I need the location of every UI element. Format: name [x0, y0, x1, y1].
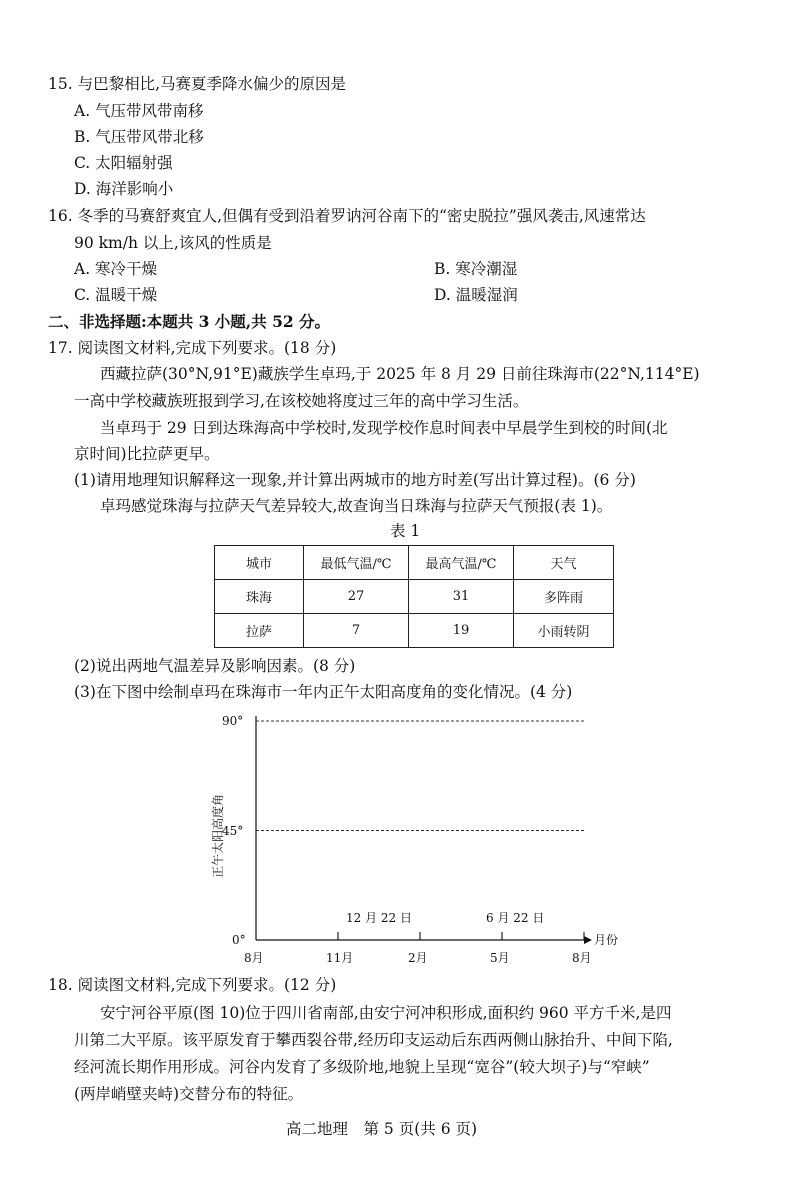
table-header-cell: 城市	[215, 546, 304, 580]
q16-stem-line2: 90 km/h 以上,该风的性质是	[74, 234, 272, 252]
q17-sub3: (3)在下图中绘制卓玛在珠海市一年内正午太阳高度角的变化情况。(4 分)	[74, 683, 573, 701]
q15-option-d[interactable]: D. 海洋影响小	[74, 180, 174, 198]
q15-option-c[interactable]: C. 太阳辐射强	[74, 154, 173, 172]
q17-paragraph1-line2: 一高中学校藏族班报到学习,在该校她将度过三年的高中学习生活。	[74, 392, 529, 410]
table-cell: 19	[409, 614, 514, 648]
table-header-cell: 最低气温/℃	[304, 546, 409, 580]
q18-line1: 安宁河谷平原(图 10)位于四川省南部,由安宁河冲积形成,面积约 960 平方千米,是四	[100, 1004, 672, 1022]
q15-option-a[interactable]: A. 气压带风带南移	[74, 102, 204, 120]
q16-option-c[interactable]: C. 温暖干燥	[74, 286, 158, 304]
table-row	[215, 614, 614, 648]
weather-table	[214, 545, 614, 648]
x-tick-label: 11月	[326, 951, 354, 965]
table-cell: 27	[304, 580, 409, 614]
q17-sub1: (1)请用地理知识解释这一现象,并计算出两城市的地方时差(写出计算过程)。(6 分)	[74, 471, 636, 489]
y-ticks	[222, 714, 246, 947]
x-tick-label: 2月	[408, 951, 428, 965]
q18-title: 18. 阅读图文材料,完成下列要求。(12 分)	[48, 976, 337, 994]
annotation-jun22: 6 月 22 日	[486, 911, 545, 925]
x-axis-arrow	[584, 936, 592, 944]
x-tick-label: 8月	[572, 951, 592, 965]
q17-paragraph2-line2: 京时间)比拉萨更早。	[74, 445, 220, 463]
q15-stem: 15. 与巴黎相比,马赛夏季降水偏少的原因是	[48, 75, 347, 93]
table-cell: 31	[409, 580, 514, 614]
table-header-cell: 最高气温/℃	[409, 546, 514, 580]
q18-line4: (两岸峭壁夹峙)交替分布的特征。	[74, 1085, 304, 1103]
y-tick-label: 90°	[222, 714, 244, 728]
q17-title: 17. 阅读图文材料,完成下列要求。(18 分)	[48, 339, 337, 357]
table-cell: 珠海	[215, 580, 304, 614]
table-title: 表 1	[390, 522, 421, 540]
page-footer: 高二地理 第 5 页(共 6 页)	[286, 1120, 478, 1138]
table-cell: 7	[304, 614, 409, 648]
q17-sub2: (2)说出两地气温差异及影响因素。(8 分)	[74, 657, 356, 675]
y-tick-label: 0°	[232, 933, 246, 947]
chart-axes	[256, 716, 592, 944]
q15-option-b[interactable]: B. 气压带风带北移	[74, 128, 204, 146]
table-cell: 多阵雨	[514, 580, 614, 614]
q16-option-d[interactable]: D. 温暖湿润	[434, 286, 518, 304]
q16-option-a[interactable]: A. 寒冷干燥	[74, 260, 158, 278]
sun-altitude-chart[interactable]	[200, 710, 640, 970]
y-axis-label: 正午太阳高度角	[211, 793, 225, 878]
q18-line2: 川第二大平原。该平原发育于攀西裂谷带,经历印支运动后东西两侧山脉抬升、中间下陷,	[74, 1031, 673, 1049]
x-ticks	[244, 932, 592, 965]
q17-paragraph1-line1: 西藏拉萨(30°N,91°E)藏族学生卓玛,于 2025 年 8 月 29 日前往珠海市(22°N,114°E)	[100, 365, 700, 383]
annotation-dec22: 12 月 22 日	[346, 911, 412, 925]
q18-line3: 经河流长期作用形成。河谷内发育了多级阶地,地貌上呈现“宽谷”(较大坝子)与“窄峡”	[74, 1058, 650, 1076]
q17-paragraph2-line1: 当卓玛于 29 日到达珠海高中学校时,发现学校作息时间表中早晨学生到校的时间(北	[100, 419, 668, 437]
x-tick-label: 8月	[244, 951, 264, 965]
table-header-cell: 天气	[514, 546, 614, 580]
x-axis-label: 月份	[594, 933, 619, 947]
q16-option-b[interactable]: B. 寒冷潮湿	[434, 260, 518, 278]
table-header-row	[215, 546, 614, 580]
table-cell: 拉萨	[215, 614, 304, 648]
table-cell: 小雨转阴	[514, 614, 614, 648]
table-row	[215, 580, 614, 614]
q17-paragraph3: 卓玛感觉珠海与拉萨天气差异较大,故查询当日珠海与拉萨天气预报(表 1)。	[100, 497, 613, 515]
y-tick-label: 45°	[222, 824, 244, 838]
q16-stem-line1: 16. 冬季的马赛舒爽宜人,但偶有受到沿着罗讷河谷南下的“密史脱拉”强风袭击,风速常达	[48, 207, 646, 225]
x-tick-label: 5月	[490, 951, 510, 965]
section-heading: 二、非选择题:本题共 3 小题,共 52 分。	[48, 312, 331, 331]
